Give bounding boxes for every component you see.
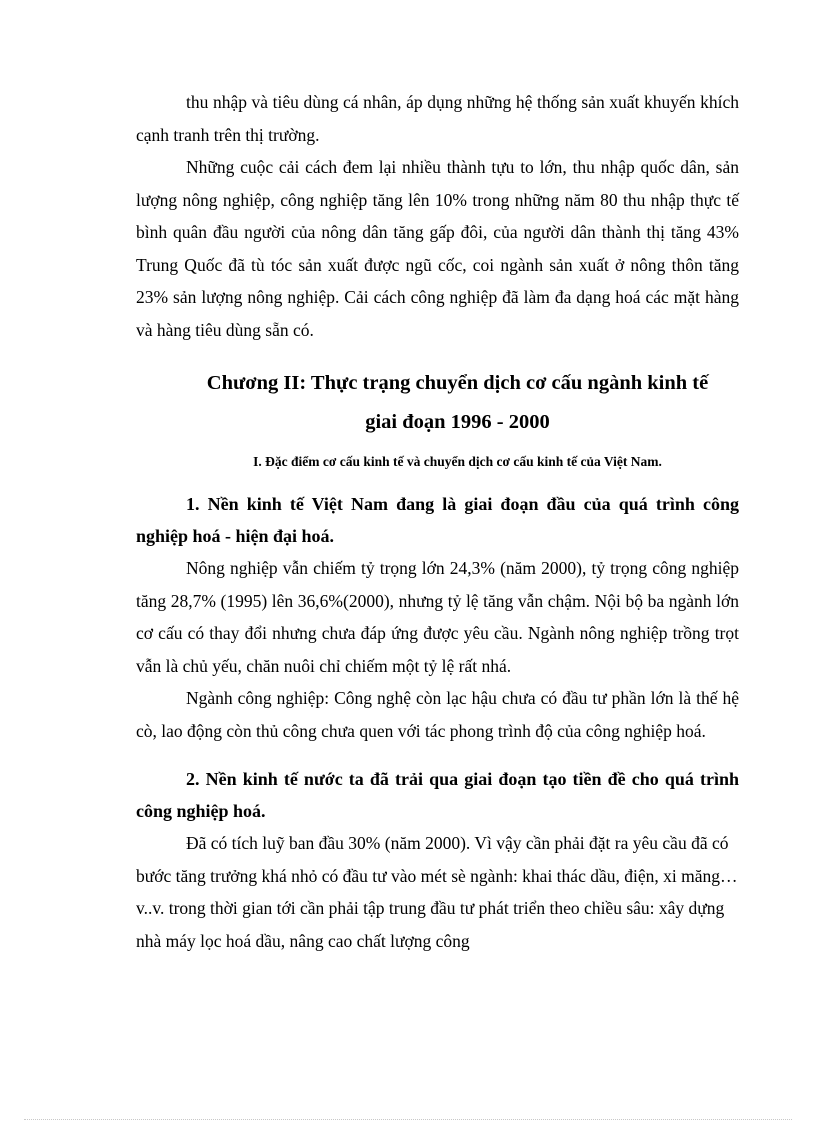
body-paragraph: Đã có tích luỹ ban đầu 30% (năm 2000). Vì vậy cần phải đặt ra yêu cầu đã có bước tăng trưởng khá nhỏ có đầu tư vào mét sè ngành: khai thác dầu, điện, xi măng…v..v. trong thời gian tới cần phải tập trung đầu tư phát triển theo chiều sâu: xây dựng nhà máy lọc hoá dầu, nâng cao chất lượng công [136, 833, 738, 951]
subsection-heading: I. Đặc điểm cơ cấu kinh tế và chuyển dịch cơ cấu kinh tế của Việt Nam. [253, 454, 662, 469]
section-heading-1: 1. Nền kinh tế Việt Nam đang là giai đoạn đầu của quá trình công nghiệp hoá - hiện đại hoá. [136, 494, 739, 546]
chapter-title-line-2: giai đoạn 1996 - 2000 [365, 411, 550, 433]
body-paragraph: Những cuộc cải cách đem lại nhiều thành tựu to lớn, thu nhập quốc dân, sản lượng nông nghiệp, công nghiệp tăng lên 10% trong những năm 80 thu nhập thực tế bình quân đầu người của nông dân tăng gấp đôi, của người dân thành thị tăng 43% Trung Quốc đã tù tóc sản xuất được ngũ cốc, coi ngành sản xuất ở nông thôn tăng 23% sản lượng nông nghiệp. Cải cách công nghiệp đã làm đa dạng hoá các mặt hàng và hàng tiêu dùng sẵn có. [136, 157, 739, 340]
body-paragraph: thu nhập và tiêu dùng cá nhân, áp dụng những hệ thống sản xuất khuyến khích cạnh tranh trên thị trường. [136, 92, 739, 145]
chapter-title [136, 364, 739, 442]
page-bottom-divider [24, 1119, 792, 1120]
document-page [136, 86, 739, 957]
body-paragraph: Nông nghiệp vẫn chiếm tỷ trọng lớn 24,3% (năm 2000), tỷ trọng công nghiệp tăng 28,7% (1995) lên 36,6%(2000), nhưng tỷ lệ tăng vẫn chậm. Nội bộ ba ngành lớn cơ cấu có thay đổi nhưng chưa đáp ứng được yêu cầu. Ngành nông nghiệp trồng trọt vẫn là chủ yếu, chăn nuôi chỉ chiếm một tỷ lệ rất nhá. [136, 558, 739, 676]
body-paragraph: Ngành công nghiệp: Công nghệ còn lạc hậu chưa có đầu tư phần lớn là thế hệ cò, lao động còn thủ công chưa quen với tác phong trình độ của công nghiệp hoá. [136, 688, 739, 741]
section-heading-2: 2. Nền kinh tế nước ta đã trải qua giai đoạn tạo tiền đề cho quá trình công nghiệp hoá. [136, 769, 739, 821]
chapter-title-line-1: Chương II: Thực trạng chuyển dịch cơ cấu ngành kinh tế [206, 372, 709, 394]
